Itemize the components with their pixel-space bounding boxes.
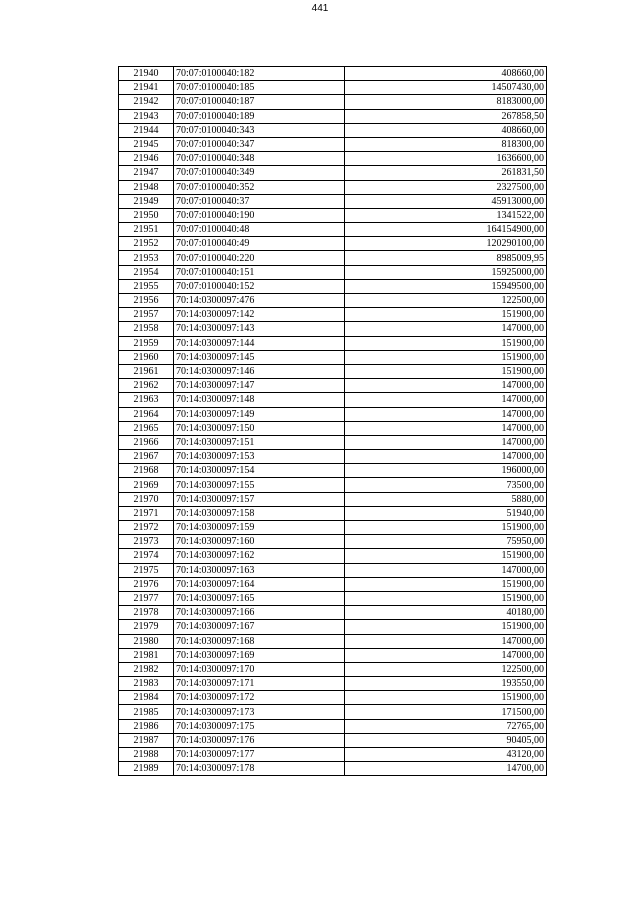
cadastral-value: 147000,00: [345, 435, 547, 449]
cadastral-number: 70:07:0100040:348: [174, 152, 345, 166]
row-number: 21984: [119, 691, 174, 705]
cadastral-number: 70:07:0100040:152: [174, 279, 345, 293]
cadastral-value: 8985009,95: [345, 251, 547, 265]
cadastral-value: 151900,00: [345, 350, 547, 364]
cadastral-value: 164154900,00: [345, 223, 547, 237]
cadastral-number: 70:07:0100040:343: [174, 123, 345, 137]
table-row: [119, 648, 547, 662]
row-number: 21959: [119, 336, 174, 350]
cadastral-value: 45913000,00: [345, 194, 547, 208]
table-row: [119, 294, 547, 308]
cadastral-number: 70:14:0300097:160: [174, 535, 345, 549]
cadastral-number: 70:07:0100040:190: [174, 208, 345, 222]
table-row: [119, 336, 547, 350]
row-number: 21945: [119, 137, 174, 151]
row-number: 21970: [119, 492, 174, 506]
table-row: [119, 81, 547, 95]
cadastral-value: 75950,00: [345, 535, 547, 549]
cadastral-number: 70:14:0300097:166: [174, 606, 345, 620]
cadastral-value: 151900,00: [345, 336, 547, 350]
row-number: 21977: [119, 591, 174, 605]
row-number: 21989: [119, 762, 174, 776]
cadastral-number: 70:07:0100040:48: [174, 223, 345, 237]
table-row: [119, 563, 547, 577]
table-row: [119, 591, 547, 605]
table-row: [119, 492, 547, 506]
row-number: 21980: [119, 634, 174, 648]
cadastral-value: 147000,00: [345, 421, 547, 435]
cadastral-number: 70:07:0100040:182: [174, 67, 345, 81]
cadastral-value: 122500,00: [345, 662, 547, 676]
cadastral-number: 70:07:0100040:151: [174, 265, 345, 279]
cadastral-number: 70:14:0300097:173: [174, 705, 345, 719]
cadastral-number: 70:14:0300097:148: [174, 393, 345, 407]
cadastral-number: 70:14:0300097:177: [174, 748, 345, 762]
row-number: 21941: [119, 81, 174, 95]
cadastral-value: 147000,00: [345, 563, 547, 577]
table-row: [119, 606, 547, 620]
cadastral-value: 171500,00: [345, 705, 547, 719]
cadastral-value: 43120,00: [345, 748, 547, 762]
cadastral-value: 15949500,00: [345, 279, 547, 293]
cadastral-value: 408660,00: [345, 67, 547, 81]
table-row: [119, 67, 547, 81]
row-number: 21983: [119, 677, 174, 691]
table-row: [119, 308, 547, 322]
row-number: 21956: [119, 294, 174, 308]
table-row: [119, 180, 547, 194]
row-number: 21988: [119, 748, 174, 762]
table-row: [119, 95, 547, 109]
table-row: [119, 450, 547, 464]
row-number: 21967: [119, 450, 174, 464]
cadastral-number: 70:07:0100040:349: [174, 166, 345, 180]
cadastral-number: 70:14:0300097:144: [174, 336, 345, 350]
cadastral-number: 70:14:0300097:476: [174, 294, 345, 308]
cadastral-value: 193550,00: [345, 677, 547, 691]
row-number: 21976: [119, 577, 174, 591]
row-number: 21974: [119, 549, 174, 563]
cadastral-value: 1341522,00: [345, 208, 547, 222]
page-number: 441: [311, 3, 329, 14]
row-number: 21946: [119, 152, 174, 166]
cadastral-number: 70:14:0300097:171: [174, 677, 345, 691]
table-row: [119, 123, 547, 137]
cadastral-number: 70:14:0300097:157: [174, 492, 345, 506]
cadastral-number: 70:07:0100040:220: [174, 251, 345, 265]
row-number: 21955: [119, 279, 174, 293]
cadastral-number: 70:14:0300097:153: [174, 450, 345, 464]
row-number: 21951: [119, 223, 174, 237]
cadastral-value: 151900,00: [345, 549, 547, 563]
cadastral-value: 72765,00: [345, 719, 547, 733]
cadastral-value: 151900,00: [345, 308, 547, 322]
table-row: [119, 535, 547, 549]
row-number: 21969: [119, 478, 174, 492]
row-number: 21966: [119, 435, 174, 449]
cadastral-number: 70:14:0300097:167: [174, 620, 345, 634]
cadastral-value: 196000,00: [345, 464, 547, 478]
cadastral-number: 70:14:0300097:178: [174, 762, 345, 776]
cadastral-value: 2327500,00: [345, 180, 547, 194]
cadastral-value: 1636600,00: [345, 152, 547, 166]
cadastral-number: 70:14:0300097:168: [174, 634, 345, 648]
table-row: [119, 705, 547, 719]
cadastral-number: 70:14:0300097:162: [174, 549, 345, 563]
cadastral-value: 151900,00: [345, 620, 547, 634]
cadastral-number: 70:14:0300097:155: [174, 478, 345, 492]
row-number: 21964: [119, 407, 174, 421]
table-row: [119, 691, 547, 705]
row-number: 21949: [119, 194, 174, 208]
cadastral-value: 147000,00: [345, 379, 547, 393]
row-number: 21943: [119, 109, 174, 123]
cadastral-value: 5880,00: [345, 492, 547, 506]
cadastral-number: 70:14:0300097:169: [174, 648, 345, 662]
table-row: [119, 322, 547, 336]
table-row: [119, 662, 547, 676]
row-number: 21965: [119, 421, 174, 435]
row-number: 21982: [119, 662, 174, 676]
table-row: [119, 521, 547, 535]
table-row: [119, 478, 547, 492]
cadastral-number: 70:14:0300097:151: [174, 435, 345, 449]
cadastral-number: 70:14:0300097:143: [174, 322, 345, 336]
table-row: [119, 223, 547, 237]
row-number: 21947: [119, 166, 174, 180]
cadastral-value: 90405,00: [345, 733, 547, 747]
cadastral-number: 70:07:0100040:185: [174, 81, 345, 95]
cadastral-value: 147000,00: [345, 393, 547, 407]
table-row: [119, 620, 547, 634]
cadastral-number: 70:07:0100040:187: [174, 95, 345, 109]
cadastral-number: 70:07:0100040:189: [174, 109, 345, 123]
table-row: [119, 577, 547, 591]
cadastral-value: 151900,00: [345, 521, 547, 535]
cadastral-number: 70:07:0100040:352: [174, 180, 345, 194]
table-row: [119, 677, 547, 691]
cadastral-number: 70:07:0100040:37: [174, 194, 345, 208]
row-number: 21962: [119, 379, 174, 393]
table-row: [119, 549, 547, 563]
row-number: 21978: [119, 606, 174, 620]
cadastral-number: 70:14:0300097:145: [174, 350, 345, 364]
cadastral-number: 70:14:0300097:176: [174, 733, 345, 747]
cadastral-number: 70:14:0300097:172: [174, 691, 345, 705]
cadastral-value: 151900,00: [345, 591, 547, 605]
cadastral-value: 73500,00: [345, 478, 547, 492]
table-row: [119, 166, 547, 180]
cadastral-value: 51940,00: [345, 506, 547, 520]
cadastral-number: 70:14:0300097:146: [174, 364, 345, 378]
row-number: 21960: [119, 350, 174, 364]
table-row: [119, 421, 547, 435]
cadastral-value: 147000,00: [345, 322, 547, 336]
row-number: 21968: [119, 464, 174, 478]
table-row: [119, 435, 547, 449]
row-number: 21954: [119, 265, 174, 279]
cadastral-number: 70:14:0300097:165: [174, 591, 345, 605]
table-row: [119, 350, 547, 364]
row-number: 21958: [119, 322, 174, 336]
table-row: [119, 748, 547, 762]
row-number: 21942: [119, 95, 174, 109]
cadastral-number: 70:14:0300097:170: [174, 662, 345, 676]
table-row: [119, 137, 547, 151]
cadastral-value: 147000,00: [345, 634, 547, 648]
row-number: 21975: [119, 563, 174, 577]
cadastral-value: 408660,00: [345, 123, 547, 137]
cadastral-value: 151900,00: [345, 364, 547, 378]
table-row: [119, 506, 547, 520]
cadastral-value: 15925000,00: [345, 265, 547, 279]
row-number: 21957: [119, 308, 174, 322]
table-row: [119, 634, 547, 648]
cadastral-number: 70:14:0300097:164: [174, 577, 345, 591]
cadastral-value: 147000,00: [345, 648, 547, 662]
table-row: [119, 251, 547, 265]
table-row: [119, 265, 547, 279]
row-number: 21987: [119, 733, 174, 747]
row-number: 21948: [119, 180, 174, 194]
cadastral-value: 818300,00: [345, 137, 547, 151]
row-number: 21950: [119, 208, 174, 222]
cadastral-value: 267858,50: [345, 109, 547, 123]
row-number: 21973: [119, 535, 174, 549]
cadastral-value: 8183000,00: [345, 95, 547, 109]
cadastral-number: 70:14:0300097:149: [174, 407, 345, 421]
table-row: [119, 109, 547, 123]
row-number: 21985: [119, 705, 174, 719]
cadastral-number: 70:14:0300097:154: [174, 464, 345, 478]
cadastral-number: 70:14:0300097:150: [174, 421, 345, 435]
cadastral-value: 261831,50: [345, 166, 547, 180]
cadastral-number: 70:14:0300097:159: [174, 521, 345, 535]
cadastral-value: 151900,00: [345, 691, 547, 705]
table-row: [119, 464, 547, 478]
cadastral-number: 70:14:0300097:158: [174, 506, 345, 520]
table-row: [119, 279, 547, 293]
cadastral-value: 147000,00: [345, 450, 547, 464]
cadastral-number: 70:14:0300097:142: [174, 308, 345, 322]
cadastral-value: 122500,00: [345, 294, 547, 308]
cadastral-value: 151900,00: [345, 577, 547, 591]
row-number: 21944: [119, 123, 174, 137]
row-number: 21971: [119, 506, 174, 520]
row-number: 21972: [119, 521, 174, 535]
table-row: [119, 393, 547, 407]
table-row: [119, 364, 547, 378]
table-row: [119, 194, 547, 208]
table-row: [119, 152, 547, 166]
table-row: [119, 719, 547, 733]
table-row: [119, 407, 547, 421]
row-number: 21979: [119, 620, 174, 634]
table-row: [119, 733, 547, 747]
cadastral-number: 70:14:0300097:163: [174, 563, 345, 577]
cadastral-value: 120290100,00: [345, 237, 547, 251]
table-row: [119, 237, 547, 251]
table-body: [119, 67, 547, 776]
cadastral-number: 70:14:0300097:147: [174, 379, 345, 393]
row-number: 21940: [119, 67, 174, 81]
row-number: 21952: [119, 237, 174, 251]
cadastral-value: 147000,00: [345, 407, 547, 421]
table-row: [119, 208, 547, 222]
cadastral-value-table: [118, 66, 547, 776]
cadastral-number: 70:07:0100040:49: [174, 237, 345, 251]
cadastral-value: 14507430,00: [345, 81, 547, 95]
table-row: [119, 379, 547, 393]
row-number: 21961: [119, 364, 174, 378]
row-number: 21963: [119, 393, 174, 407]
row-number: 21981: [119, 648, 174, 662]
row-number: 21986: [119, 719, 174, 733]
row-number: 21953: [119, 251, 174, 265]
cadastral-value: 14700,00: [345, 762, 547, 776]
cadastral-number: 70:07:0100040:347: [174, 137, 345, 151]
table-row: [119, 762, 547, 776]
cadastral-number: 70:14:0300097:175: [174, 719, 345, 733]
cadastral-value: 40180,00: [345, 606, 547, 620]
